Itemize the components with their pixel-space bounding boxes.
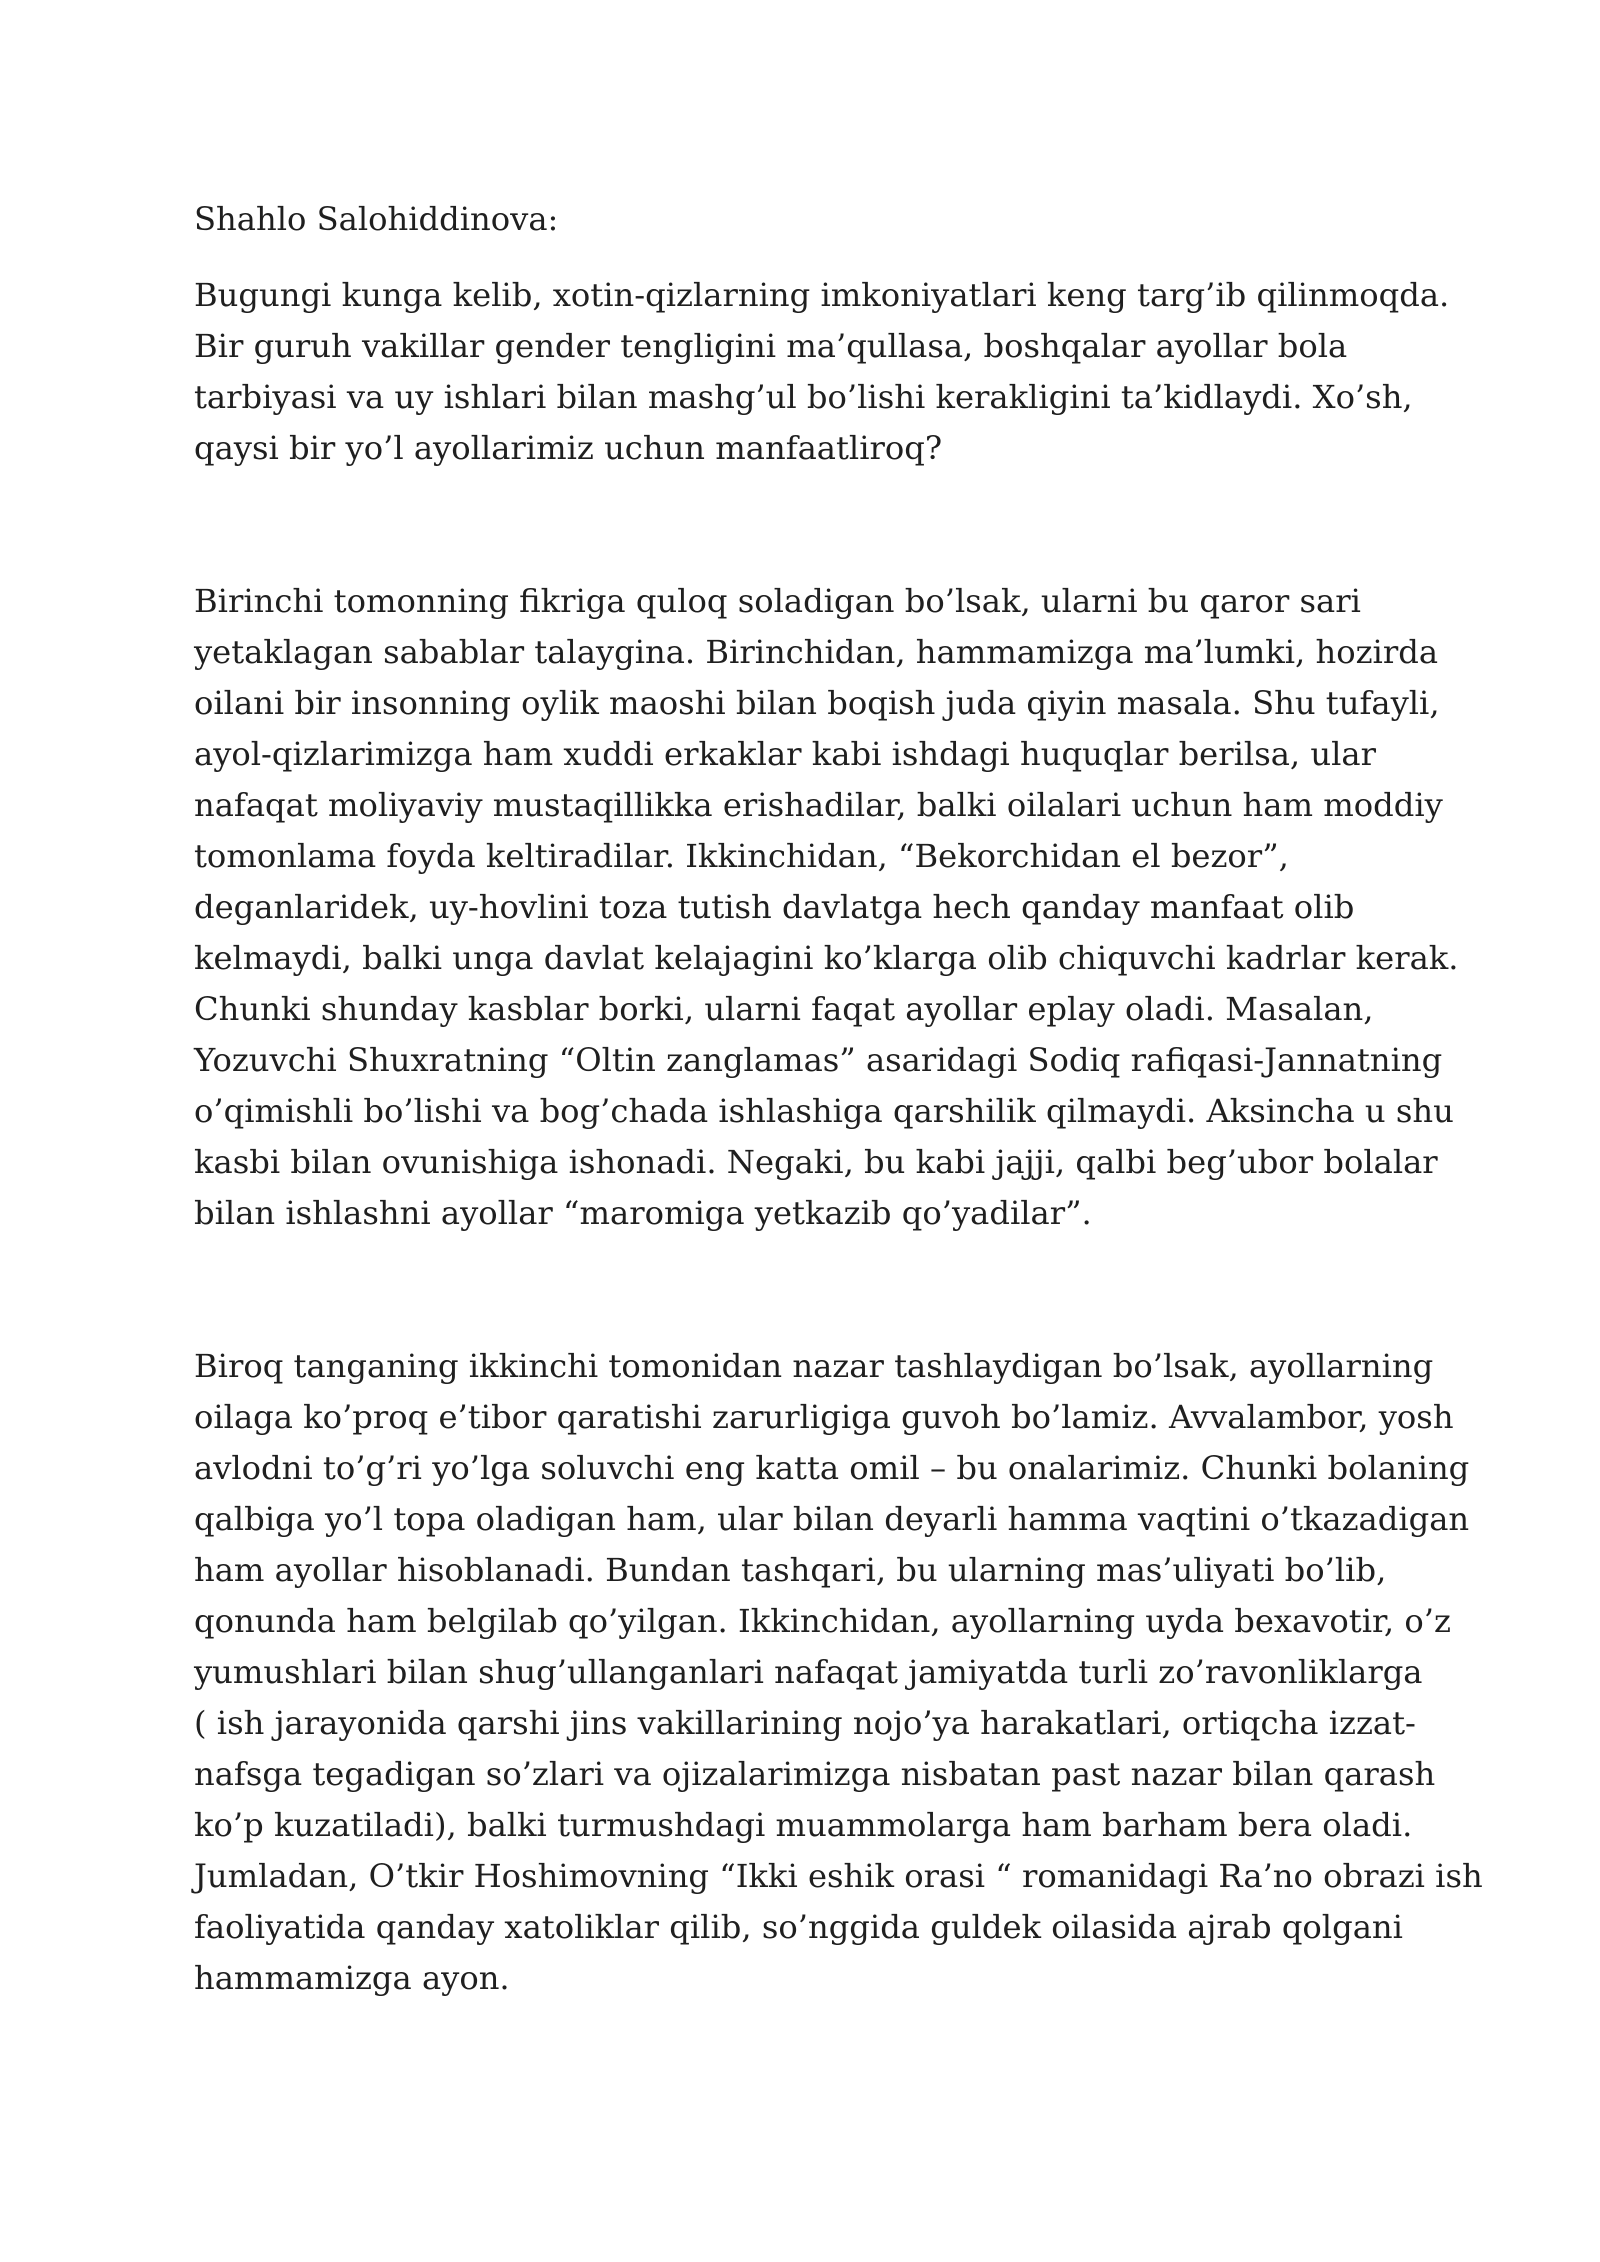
text-line: faoliyatida qanday xatoliklar qilib, so’nggida guldek oilasida ajrab qolgani <box>194 1908 1403 1946</box>
paragraph-spacer <box>194 1239 1434 1341</box>
text-line: o’qimishli bo’lishi va bog’chada ishlashiga qarshilik qilmaydi. Aksincha u shu <box>194 1092 1454 1130</box>
text-line: oilaga ko’proq e’tibor qaratishi zarurligiga guvoh bo’lamiz. Avvalambor, yosh <box>194 1398 1454 1436</box>
text-line: tarbiyasi va uy ishlari bilan mashg’ul bo’lishi kerakligini ta’kidlaydi. Xo’sh, <box>194 378 1413 416</box>
document-body <box>194 194 1483 2004</box>
text-line: ( ish jarayonida qarshi jins vakillarining nojo’ya harakatlari, ortiqcha izzat- <box>194 1704 1416 1742</box>
text-line: yumushlari bilan shug’ullanganlari nafaqat jamiyatda turli zo’ravonliklarga <box>194 1653 1423 1691</box>
text-line: Biroq tanganing ikkinchi tomonidan nazar tashlaydigan bo’lsak, ayollarning <box>194 1347 1434 1385</box>
text-line: avlodni to’g’ri yo’lga soluvchi eng katta omil – bu onalarimiz. Chunki bolaning <box>194 1449 1470 1487</box>
text-line: Chunki shunday kasblar borki, ularni faqat ayollar eplay oladi. Masalan, <box>194 990 1374 1028</box>
paragraph-spacer <box>194 474 1434 576</box>
text-line: qonunda ham belgilab qo’yilgan. Ikkinchidan, ayollarning uyda bexavotir, o’z <box>194 1602 1451 1640</box>
text-line: Birinchi tomonning fikriga quloq soladigan bo’lsak, ularni bu qaror sari <box>194 582 1361 620</box>
text-line: deganlaridek, uy-hovlini toza tutish davlatga hech qanday manfaat olib <box>194 888 1355 926</box>
paragraph-intro <box>194 270 1450 474</box>
author-heading: Shahlo Salohiddinova: <box>194 200 559 238</box>
text-line: Bir guruh vakillar gender tengligini ma’qullasa, boshqalar ayollar bola <box>194 327 1348 365</box>
text-line: kasbi bilan ovunishiga ishonadi. Negaki, bu kabi jajji, qalbi beg’ubor bolalar <box>194 1143 1438 1181</box>
text-line: bilan ishlashni ayollar “maromiga yetkazib qo’yadilar”. <box>194 1194 1092 1232</box>
text-line: hammamizga ayon. <box>194 1959 510 1997</box>
text-line: ham ayollar hisoblanadi. Bundan tashqari, bu ularning mas’uliyati bo’lib, <box>194 1551 1387 1589</box>
text-line: Jumladan, O’tkir Hoshimovning “Ikki eshik orasi “ romanidagi Ra’no obrazi ish <box>194 1857 1483 1895</box>
text-line: ko’p kuzatiladi), balki turmushdagi muammolarga ham barham bera oladi. <box>194 1806 1413 1844</box>
text-line: Yozuvchi Shuxratning “Oltin zanglamas” asaridagi Sodiq rafiqasi-Jannatning <box>194 1041 1443 1079</box>
paragraph-second-side <box>194 1341 1483 2004</box>
text-line: Bugungi kunga kelib, xotin-qizlarning imkoniyatlari keng targ’ib qilinmoqda. <box>194 276 1450 314</box>
paragraph-first-side <box>194 576 1459 1239</box>
text-line: nafsga tegadigan so’zlari va ojizalarimizga nisbatan past nazar bilan qarash <box>194 1755 1436 1793</box>
text-line: qaysi bir yo’l ayollarimiz uchun manfaatliroq? <box>194 429 943 467</box>
text-line: oilani bir insonning oylik maoshi bilan boqish juda qiyin masala. Shu tufayli, <box>194 684 1440 722</box>
text-line: qalbiga yo’l topa oladigan ham, ular bilan deyarli hamma vaqtini o’tkazadigan <box>194 1500 1470 1538</box>
text-line: yetaklagan sabablar talaygina. Birinchidan, hammamizga ma’lumki, hozirda <box>194 633 1439 671</box>
text-line: ayol-qizlarimizga ham xuddi erkaklar kabi ishdagi huquqlar berilsa, ular <box>194 735 1376 773</box>
text-line: nafaqat moliyaviy mustaqillikka erishadilar, balki oilalari uchun ham moddiy <box>194 786 1443 824</box>
text-line: kelmaydi, balki unga davlat kelajagini ko’klarga olib chiquvchi kadrlar kerak. <box>194 939 1459 977</box>
text-line: tomonlama foyda keltiradilar. Ikkinchidan, “Bekorchidan el bezor”, <box>194 837 1289 875</box>
